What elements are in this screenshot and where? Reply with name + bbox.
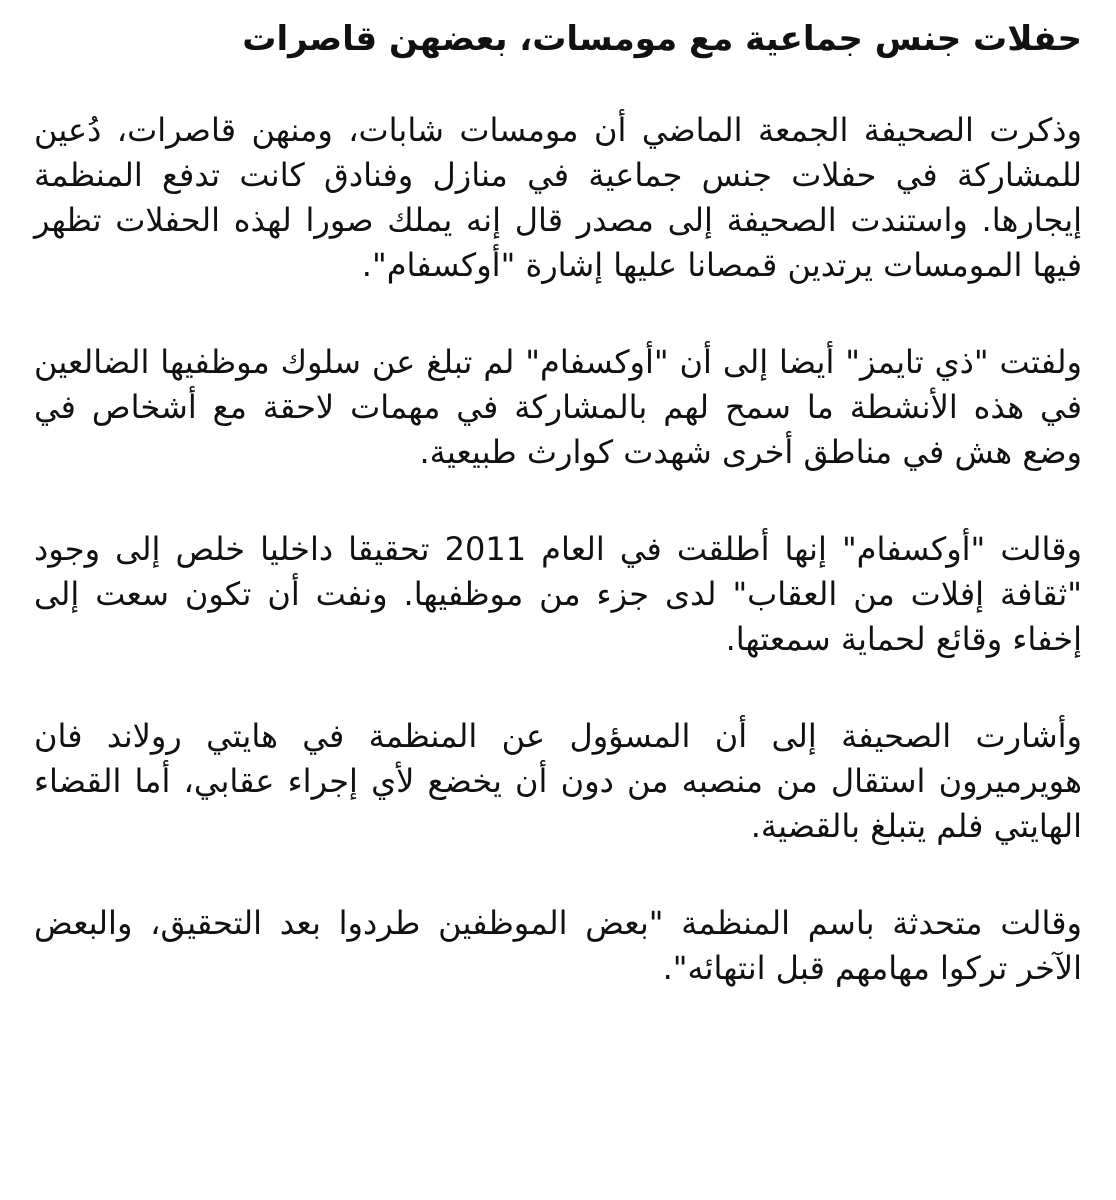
article-paragraph-1: وذكرت الصحيفة الجمعة الماضي أن مومسات شابات، ومنهن قاصرات، دُعين للمشاركة في حفلات جنس جماعية في منازل وفنادق كانت تدفع المنظمة إيجارها. واستندت الصحيفة إلى مصدر قال إنه يملك صورا لهذه الحفلات تظهر فيها المومسات يرتدين قمصانا عليها إشارة "أوكسفام". (34, 111, 1082, 284)
article-paragraph-2: ولفتت "ذي تايمز" أيضا إلى أن "أوكسفام" لم تبلغ عن سلوك موظفيها الضالعين في هذه الأنشطة ما سمح لهم بالمشاركة في مهمات لاحقة مع أشخاص في وضع هش في مناطق أخرى شهدت كوارث طبيعية. (34, 343, 1082, 471)
article (34, 14, 1082, 991)
article-headline: حفلات جنس جماعية مع مومسات، بعضهن قاصرات (242, 19, 1082, 59)
article-paragraph-3: وقالت "أوكسفام" إنها أطلقت في العام 2011 تحقيقا داخليا خلص إلى وجود "ثقافة إفلات من العقاب" لدى جزء من موظفيها. ونفت أن تكون سعت إلى إخفاء وقائع لحماية سمعتها. (34, 530, 1083, 658)
article-paragraph-4: وأشارت الصحيفة إلى أن المسؤول عن المنظمة في هايتي رولاند فان هويرميرون استقال من منصبه من دون أن يخضع لأي إجراء عقابي، أما القضاء الهايتي فلم يتبلغ بالقضية. (34, 717, 1082, 845)
article-paragraph-5: وقالت متحدثة باسم المنظمة "بعض الموظفين طردوا بعد التحقيق، والبعض الآخر تركوا مهامهم قبل انتهائه". (34, 904, 1082, 987)
